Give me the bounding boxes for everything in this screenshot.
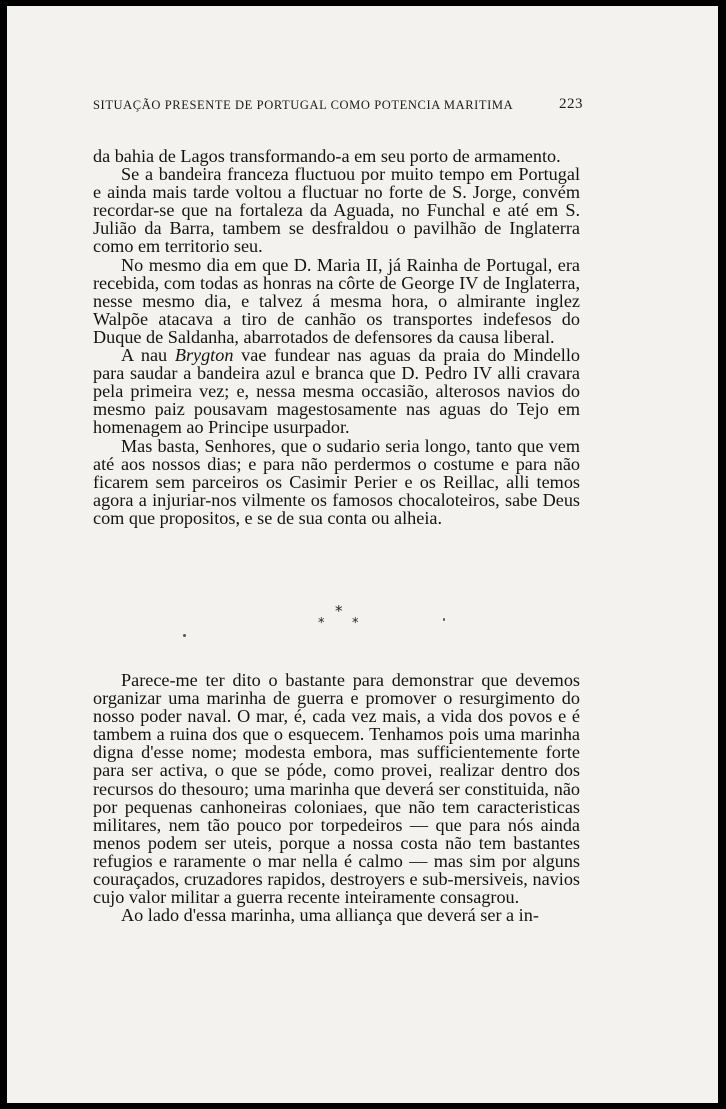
ink-speck <box>443 618 445 621</box>
asterisk: * <box>318 616 325 631</box>
section-separator <box>7 604 718 644</box>
running-header <box>93 98 583 113</box>
asterisk: * <box>352 616 359 631</box>
paragraph: Parece-me ter dito o bastante para demonstrar que devemos organizar uma marinha de guerra e promover o resurgimento do nosso poder naval. O mar, é, cada vez mais, a vida dos povos e é tambem a ruina dos que o esquecem. Tenhamos pois uma marinha digna d'esse nome; modesta embora, mas sufficientemente forte para ser activa, o que se póde, como provei, realizar dentro dos recursos do thesouro; uma marinha que deverá ser constituida, não por pequenas canhoneiras coloniaes, que não tem caracteristicas militares, nem tão pouco por torpedeiros — que para nós ainda menos podem ser uteis, porque a nossa costa não tem bastantes refugios e raramente o mar nella é calmo — mas sim por alguns couraçados, cruzadores rapidos, destroyers e sub-mersiveis, navios cujo valor militar a guerra recente inteiramente consagrou. <box>93 670 580 908</box>
document-page <box>7 6 718 1103</box>
paragraph: Ao lado d'essa marinha, uma alliança que deverá ser a in- <box>121 905 539 926</box>
ink-speck <box>183 634 186 637</box>
paragraph: da bahia de Lagos transformando-a em seu porto de armamento. <box>93 146 561 166</box>
header-title: SITUAÇÃO PRESENTE DE PORTUGAL COMO POTENCIA MARITIMA <box>93 98 514 112</box>
paragraph: Se a bandeira franceza fluctuou por muito tempo em Portugal e ainda mais tarde voltou a fluctuar no forte de S. Jorge, convém recordar-se que na fortaleza da Aguada, no Funchal e até em S. Julião da Barra, tambem se desfraldou o pavilhão de Inglaterra como em territorio seu. <box>93 164 580 257</box>
paragraph-text: vae fundear nas aguas da praia do Mindello para saudar a bandeira azul e branca que D. Pedro IV alli cravara pela primeira vez; e, nessa mesma occasião, alterosos navios do mesmo paiz pousavam magestosamente nas aguas do Tejo em homenagem ao Principe usurpador. <box>93 345 580 438</box>
text-block-2 <box>93 671 580 924</box>
asterisk: * <box>335 602 343 620</box>
paragraph: Mas basta, Senhores, que o sudario seria longo, tanto que vem até aos nossos dias; e para não perdermos o costume e para não ficarem sem parceiros os Casimir Perier e os Reillac, alli temos agora a injuriar-nos vilmente os famosos chocaloteiros, sabe Deus com que propositos, e se de sua conta ou alheia. <box>93 435 580 528</box>
text-block-1 <box>93 147 580 527</box>
page-number: 223 <box>559 96 583 112</box>
paragraph-text: A nau <box>121 345 175 366</box>
paragraph <box>93 346 580 436</box>
paragraph: No mesmo dia em que D. Maria II, já Rainha de Portugal, era recebida, com todas as honras na côrte de George IV de Inglaterra, nesse mesmo dia, e talvez á mesma hora, o almirante inglez Walpõe atacava a tiro de canhão os transportes indefesos do Duque de Saldanha, abarrotados de defensores da causa liberal. <box>93 254 580 347</box>
ship-name: Brygton <box>174 345 234 366</box>
